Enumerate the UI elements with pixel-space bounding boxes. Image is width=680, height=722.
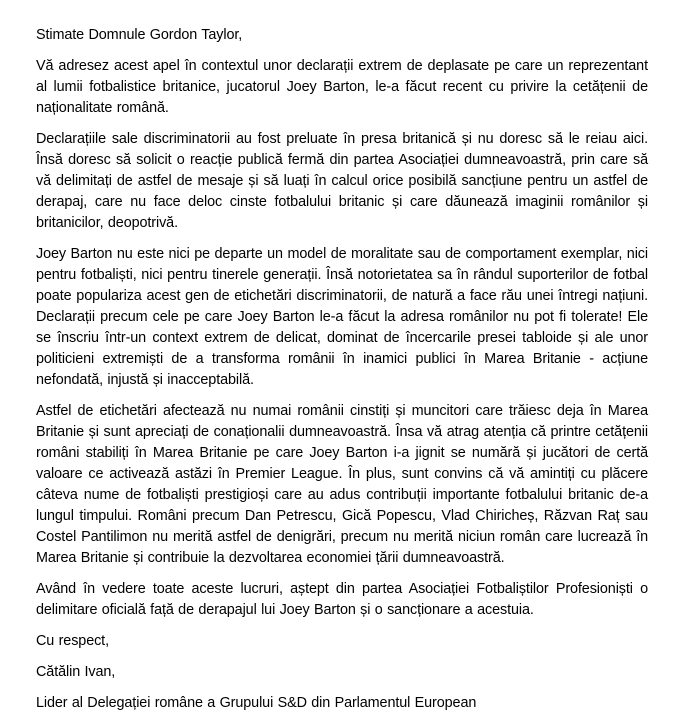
letter-paragraph-romanian-players: Astfel de etichetări afectează nu numai românii cinstiți și muncitori care trăiesc deja în Marea Britanie și sunt apreciați de conaționalii dumneavoastră. Însa vă atrag atenția că printre cetățenii români stabiliți în Marea Britanie pe care Joey Barton i-a jignit se numără și jucători de certă valoare ce activează astăzi în Premier League. În plus, sunt convins că vă amintiți cu plăcere câteva nume de fotbaliști prestigioși care au adus contribuții importante fotbalului britanic de-a lungul timpului. Români precum Dan Petrescu, Gică Popescu, Vlad Chiricheș, Răzvan Raț sau Costel Pantilimon nu merită astfel de denigrări, precum nu merită niciun român care lucrează în Marea Britanie și contribuie la dezvoltarea economiei țării dumneavoastră. — [36, 403, 648, 566]
letter-paragraph-barton-behavior: Joey Barton nu este nici pe departe un model de moralitate sau de comportament exemplar, nici pentru fotbaliști, nici pentru tinerele generații. Însă notorietatea sa în rândul suporterilor de fotbal poate populariza acest gen de etichetări discriminatorii, de natură a face rău unei întregi națiuni. Declarații precum cele pe care Joey Barton le-a făcut la adresa românilor nu pot fi tolerate! Ele se înscriu într-un context extrem de delicat, dominat de încercarile presei tabloide și ale unor politicieni extremiști de a transforma românii în inamici publici în Marea Britanie - acțiune nefondată, injustă și inacceptabilă. — [36, 246, 648, 388]
signature-title: Lider al Delegației române a Grupului S&D din Parlamentul European — [36, 695, 477, 711]
letter-paragraph-request: Având în vedere toate aceste lucruri, aștept din partea Asociației Fotbaliștilor Profesioniști o delimitare oficială față de derapajul lui Joey Barton și o sancționare a acestuia. — [36, 581, 648, 618]
letter-paragraph-declarations: Declarațiile sale discriminatorii au fost preluate în presa britanică și nu doresc să le reiau aici. Însă doresc să solicit o reacție publică fermă din partea Asociației dumneavoastră, prin care să vă delimitați de astfel de mesaje și să luați în calcul orice posibilă sancțiune pentru un astfel de derapaj, care nu face deloc cinste fotbalului britanic și care dăunează imaginii românilor și britanicilor, deopotrivă. — [36, 131, 648, 231]
signature-name: Cătălin Ivan, — [36, 664, 116, 680]
letter-closing: Cu respect, — [36, 633, 109, 649]
letter-salutation: Stimate Domnule Gordon Taylor, — [36, 27, 243, 43]
letter-body — [36, 25, 648, 714]
letter-paragraph-intro: Vă adresez acest apel în contextul unor declarații extrem de deplasate pe care un reprezentant al lumii fotbalistice britanice, jucatorul Joey Barton, le-a făcut recent cu privire la cetățenii de naționalitate română. — [36, 58, 648, 116]
